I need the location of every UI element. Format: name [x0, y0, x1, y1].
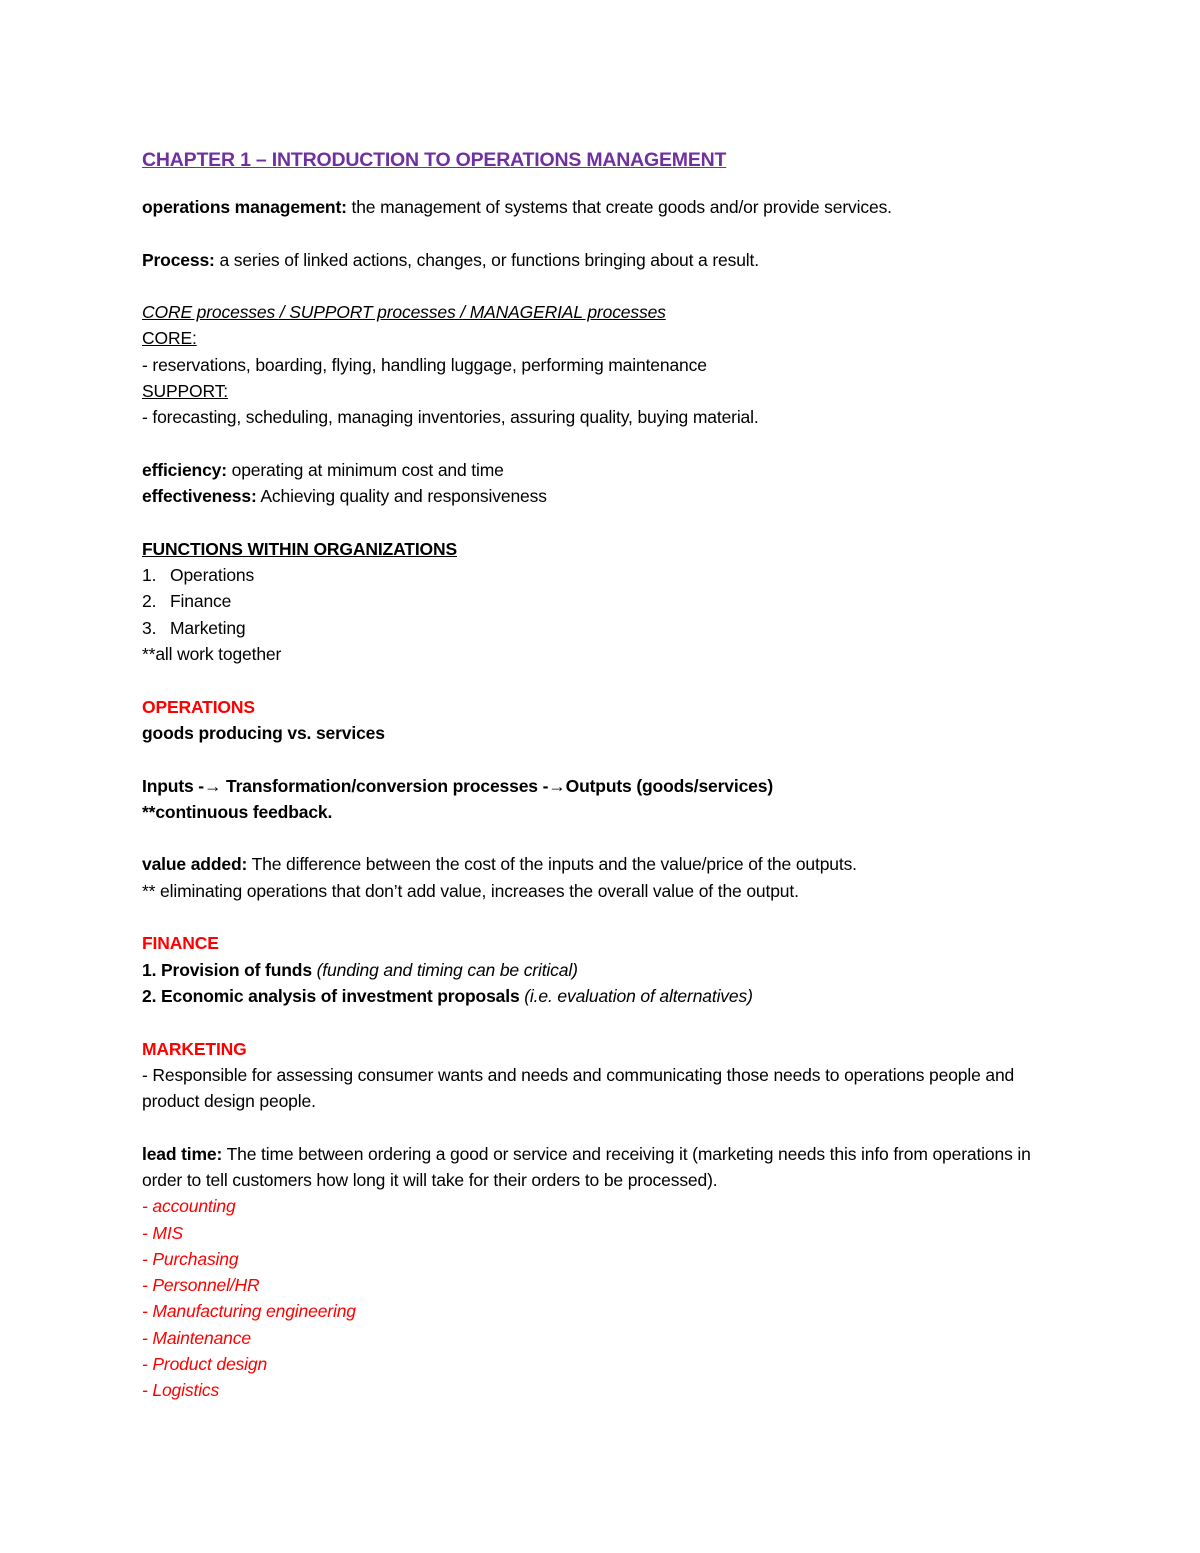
- other-function-item: - Maintenance: [142, 1327, 251, 1348]
- list-label: Operations: [170, 565, 255, 586]
- definition-value-added: [142, 851, 1050, 877]
- functions-note: **all work together: [142, 644, 282, 665]
- definition-text: The time between ordering a good or service and receiving it (marketing needs this info from operations in order to tell customers how long it will take for their orders to be processed).: [142, 1143, 1031, 1190]
- functions-list-item: [142, 562, 1050, 588]
- operations-subheading: goods producing vs. services: [142, 722, 385, 743]
- marketing-text: - Responsible for assessing consumer wants and needs and communicating those needs to operations people and product design people.: [142, 1064, 1015, 1112]
- list-number: 2.: [142, 591, 157, 612]
- value-added-note: ** eliminating operations that don’t add value, increases the overall value of the output.: [142, 880, 799, 901]
- finance-item: [142, 957, 1050, 983]
- definition-process: [142, 247, 1050, 273]
- flow-transform: Transformation/conversion processes -: [221, 775, 549, 796]
- definition-operations-management: [142, 194, 1050, 220]
- flow-inputs: Inputs -: [142, 775, 204, 796]
- definition-text: the management of systems that create goods and/or provide services.: [346, 197, 892, 217]
- definition-lead-time: [142, 1141, 1050, 1194]
- finance-item: [142, 983, 1050, 1009]
- feedback-note: **continuous feedback.: [142, 801, 333, 822]
- flow-outputs: Outputs (goods/services): [565, 775, 774, 796]
- functions-heading: FUNCTIONS WITHIN ORGANIZATIONS: [142, 538, 458, 559]
- definition-term: operations management:: [142, 197, 347, 217]
- other-function-item: - Product design: [142, 1354, 268, 1375]
- other-function-item: - Logistics: [142, 1380, 220, 1401]
- definition-text: a series of linked actions, changes, or functions bringing about a result.: [214, 249, 759, 270]
- other-function-item: - Manufacturing engineering: [142, 1301, 356, 1322]
- definition-term: efficiency:: [142, 459, 227, 480]
- operations-heading: OPERATIONS: [142, 696, 255, 717]
- definition-text: operating at minimum cost and time: [226, 459, 504, 480]
- process-types-heading: CORE processes / SUPPORT processes / MANAGERIAL processes: [142, 302, 666, 323]
- definition-term: Process:: [142, 249, 215, 270]
- core-items: - reservations, boarding, flying, handling luggage, performing maintenance: [142, 354, 707, 375]
- functions-list-item: [142, 615, 1050, 641]
- support-items: - forecasting, scheduling, managing inventories, assuring quality, buying material.: [142, 407, 759, 428]
- other-function-item: - Personnel/HR: [142, 1275, 260, 1296]
- transformation-flow: [142, 773, 1050, 799]
- other-function-item: - MIS: [142, 1222, 184, 1243]
- definition-text: Achieving quality and responsiveness: [256, 486, 547, 507]
- functions-list-item: [142, 588, 1050, 614]
- other-function-item: - Purchasing: [142, 1248, 239, 1269]
- other-function-item: - accounting: [142, 1196, 236, 1217]
- finance-item-note: (funding and timing can be critical): [311, 959, 578, 980]
- definition-efficiency: [142, 457, 1050, 483]
- definition-text: The difference between the cost of the inputs and the value/price of the outputs.: [247, 854, 857, 875]
- finance-item-title: 2. Economic analysis of investment proposals: [142, 985, 520, 1006]
- chapter-title: CHAPTER 1 – INTRODUCTION TO OPERATIONS MANAGEMENT: [142, 149, 727, 171]
- list-label: Marketing: [170, 617, 246, 638]
- finance-heading: FINANCE: [142, 933, 219, 954]
- list-number: 1.: [142, 565, 157, 586]
- definition-effectiveness: [142, 483, 1050, 509]
- definition-term: effectiveness:: [142, 486, 257, 507]
- support-label: SUPPORT:: [142, 381, 229, 402]
- finance-item-title: 1. Provision of funds: [142, 959, 312, 980]
- definition-term: value added:: [142, 854, 248, 875]
- marketing-heading: MARKETING: [142, 1038, 247, 1059]
- core-label: CORE:: [142, 328, 197, 349]
- finance-item-note: (i.e. evaluation of alternatives): [519, 985, 753, 1006]
- list-label: Finance: [170, 591, 232, 612]
- list-number: 3.: [142, 617, 157, 638]
- arrow-right-icon: →: [203, 775, 222, 796]
- arrow-right-icon: →: [548, 775, 566, 796]
- definition-term: lead time:: [142, 1143, 223, 1164]
